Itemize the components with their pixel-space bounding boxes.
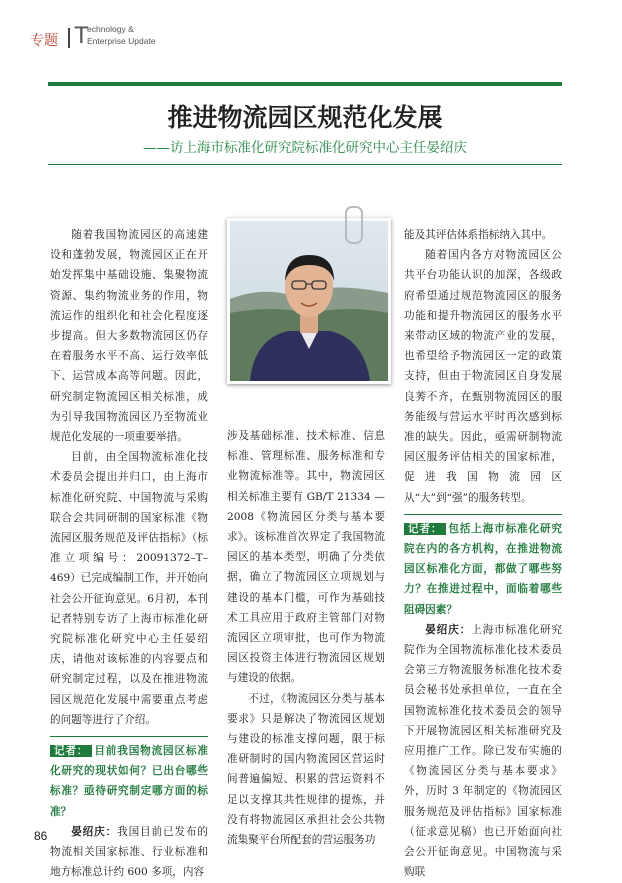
header-section-label: 专题 — [30, 33, 58, 49]
reporter-tag: 记者： — [50, 745, 92, 757]
col3-paragraph-1: 能及其评估体系指标纳入其中。 — [404, 229, 553, 241]
top-rule — [48, 82, 562, 86]
portrait-illustration — [230, 221, 388, 381]
question-1 — [50, 741, 208, 822]
paper-clip-icon — [345, 206, 363, 244]
page-number: 86 — [34, 829, 48, 843]
col2-paragraph-1: 涉及基础标准、技术标准、信息标准、管理标准、服务标准和专业物流标准等。其中，物流园区相关标准主要有 GB/T 21334 — 2008《物流园区分类与基本要求》。该标准首次界定了我国物流园区的基本类型，明确了分类依据，确立了物流园区立项规划与建设的基本门槛，可作为基础技术工具应用于政府主管部门对物流园区立项审批，也可作为物流园区投资主体进行物流园区规划与建设的依据。 — [227, 430, 385, 685]
answer-1-text: 我国目前已发布的物流相关国家标准、行业标准和地方标准总计约 600 多项，内容 — [50, 825, 209, 879]
header-line1: echnology & — [87, 24, 134, 34]
col2-paragraph-2: 不过，《物流园区分类与基本要求》只是解决了物流园区规划与建设的标准支撑问题，限于标准研制时的国内物流园区营运时间普遍偏短、积累的营运资料不足以支撑其共性规律的提炼，并没有将物流园区承担社会公共物流集聚平台所配套的营运服务功 — [227, 692, 385, 847]
answer-2-text: 上海市标准化研究院作为全国物流标准化技术委员会第三方物流服务标准化技术委员会秘书处承担单位，一直在全国物流标准化技术委员会的领导下开展物流园区相关标准研究及应用推广工作。除已发布实施的《物流园区分类与基本要求》外，历时 3 年制定的《物流园区服务规范及评估指标》国家标准（征求意见稿）也已开始面向社会公开征询意见。中国物流与采购联 — [404, 623, 563, 879]
question-1-text: 目前我国物流园区标准化研究的现状如何？已出台哪些标准？亟待研究制定哪方面的标准？ — [50, 745, 209, 818]
portrait-photo — [227, 218, 391, 384]
col1-paragraph-2: 目前，由全国物流标准化技术委员会提出并归口，由上海市标准化研究院、中国物流与采购联合会共同研制的国家标准《物流园区服务规范及评估指标》（标准立项编号：20091372–T–469）已完成编制工作，并开始向社会公开征询意见。6月初，本刊记者特别专访了上海市标准化研究院标准化研究中心主任晏绍庆，请他对该标准的内容要点和研究制定过程，以及在推进物流园区规范化发展中需要重点考虑的问题等进行了介绍。 — [50, 451, 208, 726]
answer-speaker: 晏绍庆： — [71, 825, 118, 838]
column-2 — [227, 426, 385, 850]
column-3 — [404, 225, 562, 883]
question-2 — [404, 519, 562, 620]
question-rule — [404, 514, 562, 515]
question-2-text: 包括上海市标准化研究院在内的各方机构，在推进物流园区标准化方面，都做了哪些努力？在推进过程中，面临着哪些阻碍因素？ — [404, 522, 563, 616]
answer-2 — [404, 620, 562, 883]
header-divider — [68, 28, 70, 48]
col1-paragraph-1: 随着我国物流园区的高速建设和蓬勃发展，物流园区正在开始发挥集中基础设施、集聚物流资源、集约物流业务的作用，物流运作的组织化和社会化程度逐步提高。但大多数物流园区仍存在着服务水平不高、运行效率低下、运营成本高等问题。因此，研究制定物流园区相关标准，成为引导我国物流园区乃至物流业规范化发展的一项重要举措。 — [50, 229, 208, 444]
article-title: 推进物流园区规范化发展 — [167, 103, 443, 132]
answer-1 — [50, 822, 208, 883]
subtitle-rule — [48, 164, 562, 165]
answer-speaker: 晏绍庆： — [425, 623, 472, 636]
reporter-tag: 记者： — [404, 523, 446, 535]
article-subtitle: ——访上海市标准化研究院标准化研究中心主任晏绍庆 — [143, 140, 467, 156]
col3-paragraph-2: 随着国内各方对物流园区公共平台功能认识的加深，各级政府希望通过规范物流园区的服务功能和提升物流园区的服务水平来带动区域的物流产业的发展，也希望给予物流园区一定的政策支持，但由于物流园区自身发展良莠不齐，在甄别物流园区的服务能级与营运水平时再次感到标准的缺失。因此，亟需研制物流园区服务评估相关的国家标准，促进我国物流园区从“大”到“强”的服务转型。 — [404, 249, 562, 504]
column-1 — [50, 225, 208, 883]
header-big-letter: T — [74, 22, 89, 49]
question-rule — [50, 736, 208, 737]
header-line2: Enterprise Update — [87, 36, 156, 46]
